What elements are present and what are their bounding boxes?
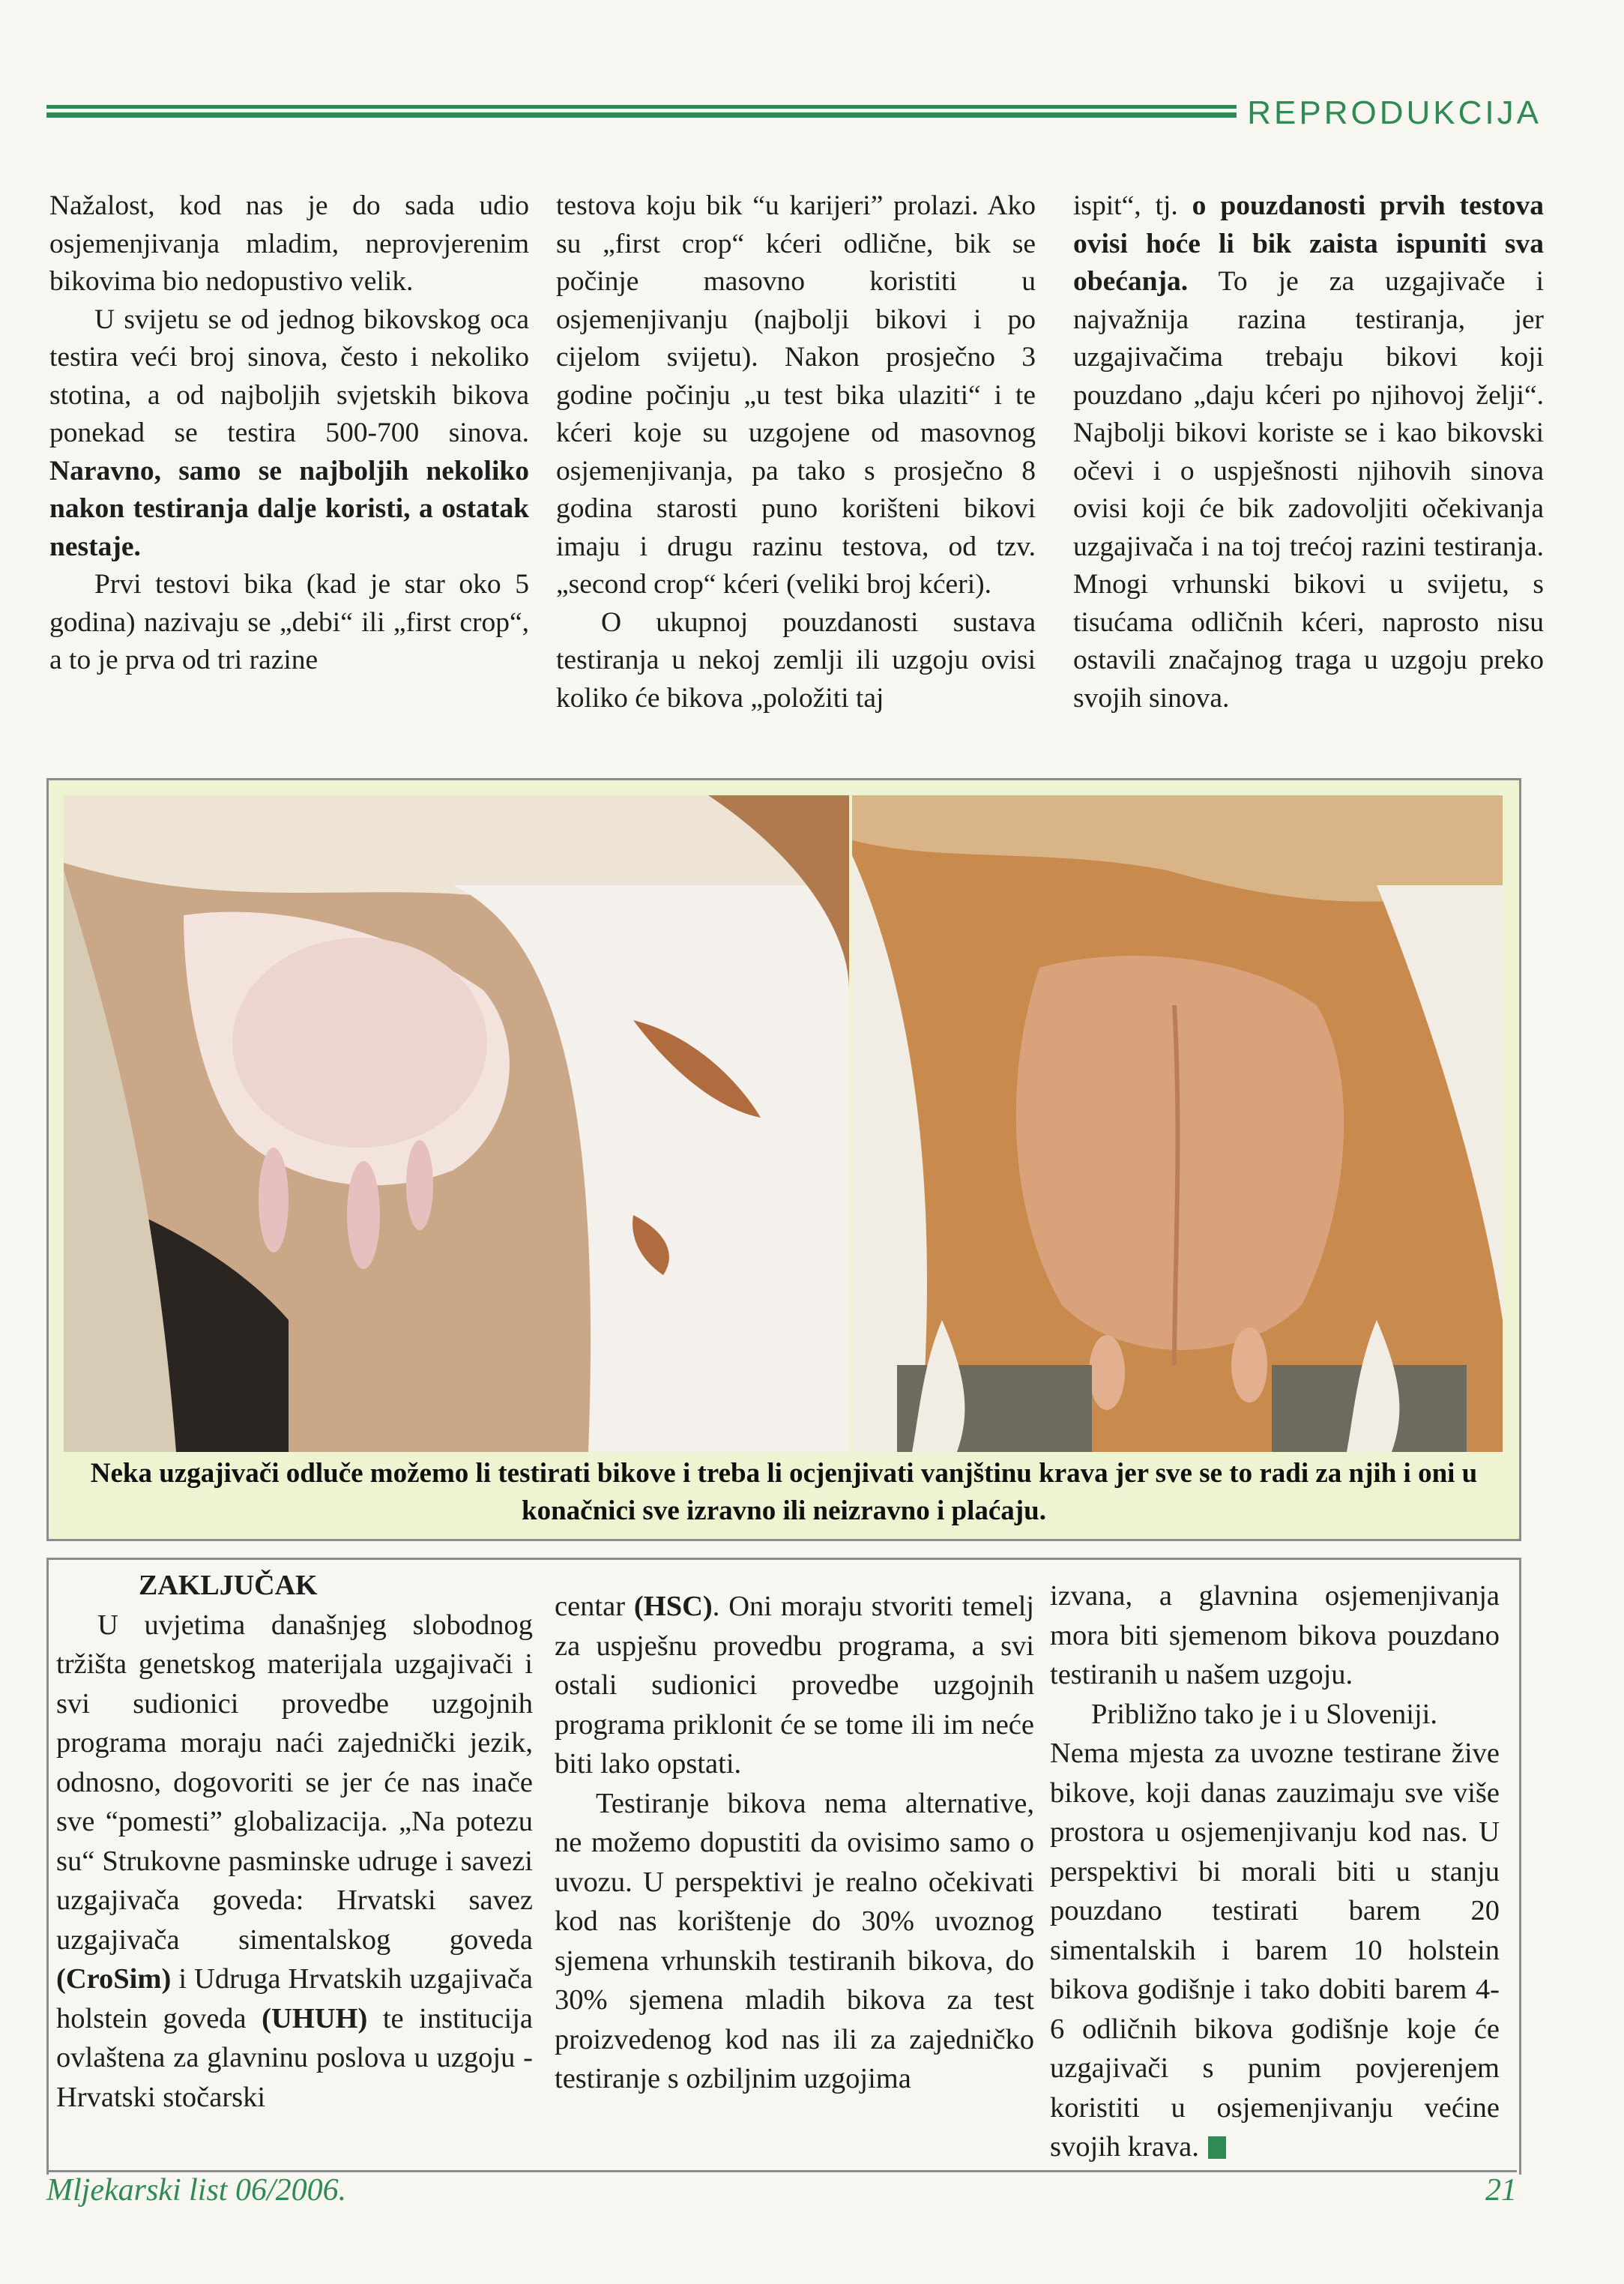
figure [46, 778, 1521, 1541]
paragraph: izvana, a glavnina osjemenjivanja mora biti sjemenom bikova pouzdano testiranih u našem uzgoju. [1050, 1580, 1500, 1690]
paragraph: Nažalost, kod nas je do sada udio osjemenjivanja mladim, neprovjerenim bikovima bio nedopustivo velik. [49, 190, 529, 297]
conclusion-heading: ZAKLJUČAK [139, 1570, 318, 1601]
photo-udder-left [64, 795, 849, 1452]
page-number: 21 [1485, 2173, 1517, 2208]
paragraph: Nema mjesta za uvozne testirane žive bikove, koji danas zauzimaju sve više prostora u osjemenjivanju kod nas. U perspektivi bi morali biti u stanju pouzdano testirati barem 20 simentalskih i barem 10 holstein bikova godišnje i tako dobiti barem 4-6 odličnih bikova godišnje koje će uzgajivači s punim povjerenjem koristiti u osjemenjivanju većine svojih krava. [1050, 1738, 1500, 2163]
paragraph: U uvjetima današnjeg slobodnog tržišta genetskog materijala uzgajivači i svi sudionici provedbe uzgojnih programa moraju naći zajednički jezik, odnosno, dogovoriti se jer će nas inače sve “pomesti” globalizacija. „Na potezu su“ Strukovne pasminske udruge i savezi uzgajivača goveda: Hrvatski savez uzgajivača simentalskog goveda (CroSim) i Udruga Hrvatskih uzgajivača holstein goveda (UHUH) te institucija ovlaštena za glavninu poslova u uzgoju - Hrvatski stočarski [56, 1609, 533, 2113]
paragraph: ispit“, tj. o pouzdanosti prvih testova ovisi hoće li bik zaista ispuniti sva obećanja. To je za uzgajivače i najvažnija razina testiranja, jer uzgajivačima trebaju bikovi koji pouzdano „daju kćeri po njihovoj želji“. Najbolji bikovi koriste se i kao bikovski očevi i o uspješnosti njihovih sinova ovisi koji će bik zadovoljiti očekivanja uzgajivača i na toj trećoj razini testiranja. Mnogi vrhunski bikovi u svijetu, s tisućama odličnih kćeri, naprosto nisu ostavili značajnog traga u uzgoju preko svojih sinova. [1073, 190, 1544, 714]
top-column-2 [556, 187, 1036, 717]
top-column-3 [1073, 187, 1544, 717]
paragraph: centar (HSC). Oni moraju stvoriti temelj za uspješnu provedbu programa, a svi ostali sudionici provedbe uzgojnih programa priklonit će se tome ili im neće biti lako opstati. [555, 1591, 1034, 1780]
conclusion-column-3 [1050, 1576, 1500, 2167]
photo-udder-right [852, 795, 1503, 1452]
figure-caption: Neka uzgajivači odluče možemo li testirati bikove i treba li ocjenjivati vanjštinu krava jer sve se to radi za njih i oni u konačnici sve izravno ili neizravno i plaćaju. [90, 1458, 1478, 1526]
conclusion-column-2 [555, 1587, 1034, 2099]
paragraph: O ukupnoj pouzdanosti sustava testiranja u nekoj zemlji ili uzgoju ovisi koliko će bikova „položiti taj [556, 606, 1036, 714]
header-rule [46, 105, 1237, 121]
paragraph: testova koju bik “u karijeri” prolazi. Ako su „first crop“ kćeri odlične, bik se počinje masovno koristiti u osjemenjivanju (najbolji bikovi i po cijelom svijetu). Nakon prosječno 3 godine počinju „u test bika ulaziti“ i te kćeri koje su uzgojene od masovnog osjemenjivanja, pa tako s prosječno 8 godina starosti puno korišteni bikovi imaju i drugu razinu testova, od tzv. „second crop“ kćeri (veliki broj kćeri). [556, 190, 1036, 600]
section-label: REPRODUKCIJA [1247, 94, 1542, 131]
conclusion-box [46, 1558, 1521, 2175]
paragraph: U svijetu se od jednog bikovskog oca testira veći broj sinova, često i nekoliko stotina, a od najboljih svjetskih bikova ponekad se testira 500-700 sinova. Naravno, samo se najboljih nekoliko nakon testiranja dalje koristi, a ostatak nestaje. [49, 304, 529, 562]
footer-publication: Mljekarski list 06/2006. [46, 2173, 347, 2208]
paragraph: Prvi testovi bika (kad je star oko 5 godina) nazivaju se „debi“ ili „first crop“, a to je prva od tri razine [49, 569, 529, 675]
top-column-1 [49, 187, 529, 680]
conclusion-column-1 [56, 1566, 533, 2117]
end-mark-icon [1208, 2136, 1226, 2159]
paragraph: Testiranje bikova nema alternative, ne možemo dopustiti da ovisimo samo o uvozu. U perspektivi je realno očekivati kod nas korištenje do 30% uvoznog sjemena vrhunskih testiranih bikova, do 30% sjemena mladih bikova za test proizvedenog kod nas ili za zajedničko testiranje s ozbiljnim uzgojima [555, 1787, 1034, 2094]
paragraph: Približno tako je i u Sloveniji. [1091, 1698, 1437, 1730]
